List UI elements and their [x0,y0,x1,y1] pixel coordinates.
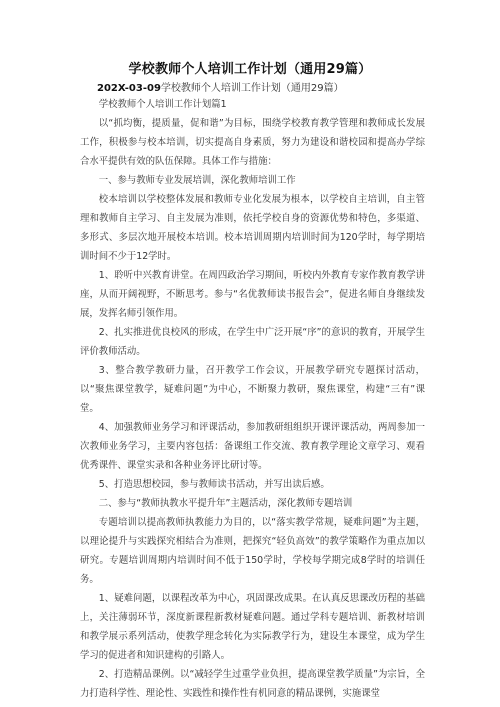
section-heading: 学校教师个人培训工作计划篇1 [98,99,227,110]
paragraph: 1、聆听中兴教育讲堂。在周四政治学习期间，听校内外教育专家作教育教学讲座，从而开阔视野，不断思考。参与“名优教师读书报告会”，促进名师自身继续发展，发挥名师引领作用。 [80,270,425,319]
subheading: 一、参与教师专业发展培训，深化教师培训工作 [98,175,296,186]
paragraph: 校本培训以学校整体发展和教师专业化发展为根本，以学校自主培训，自主管理和教师自主学习、自主发展为准则，依托学校自身的资源优势和特色，多渠道、多形式、多层次地开展校本培训。校本培训周期内培训时间为120学时，每学期培训时间不少于12学时。 [80,194,425,262]
paragraph: 以“抓均衡，提质量，促和谐”为目标，围绕学校教育教学管理和教师成长发展工作，积极参与校本培训，切实提高自身素质，努力为建设和谐校园和提高办学综合水平提供有效的队伍保障。具体工作与措施： [80,118,425,167]
subheading: 二、参与“教师执教水平提升年”主题活动，深化教师专题培训 [98,498,353,509]
paragraph: 4、加强教师业务学习和评课活动，参加教研组组织开课评课活动，两周参加一次教师业务学习，主要内容包括：备课组工作交流、教育教学理论文章学习、观看优秀课件、课堂实录和各种业务评比研讨等。 [80,422,425,471]
meta-text: 学校教师个人培训工作计划（通用29篇） [160,83,344,94]
paragraph: 专题培训以提高教师执教能力为目的，以“落实教学常规，疑难问题”为主题，以理论提升与实践探究相结合为准则，把探究“轻负高效”的教学策略作为重点加以研究。专题培训周期内培训时间不低于150学时，学校每学期完成8学时的培训任务。 [80,517,425,585]
document-meta [97,79,344,94]
document-title: 学校教师个人培训工作计划（通用29篇） [128,62,372,77]
document-body [80,95,425,703]
meta-date: 202X-03-09 [97,83,161,94]
paragraph: 2、扎实推进优良校风的形成，在学生中广泛开展“序”的意识的教育，开展学生评价教师活动。 [80,327,425,357]
paragraph: 5、打造思想校园，参与教师读书活动，并写出读后感。 [98,479,330,490]
paragraph: 1、疑难问题，以课程改革为中心，巩固课改成果。在认真反思课改历程的基础上，关注薄弱环节，深度新课程新教材疑难问题。通过学科专题培训、新教材培训和教学展示系列活动，使教学理念转化为实际教学行为，建设生本课堂，成为学生学习的促进者和知识建构的引路人。 [80,593,425,661]
paragraph: 2、打造精品课例。以“减轻学生过重学业负担，提高课堂教学质量”为宗旨，全力打造科学性、理论性、实践性和操作性有机同意的精品课例，实施课堂 [80,669,425,699]
paragraph: 3、整合教学教研力量，召开教学工作会议，开展教学研究专题探讨活动，以“聚焦课堂教学，疑难问题”为中心，不断聚力教研，聚焦课堂，构建“三有”课堂。 [80,365,425,414]
